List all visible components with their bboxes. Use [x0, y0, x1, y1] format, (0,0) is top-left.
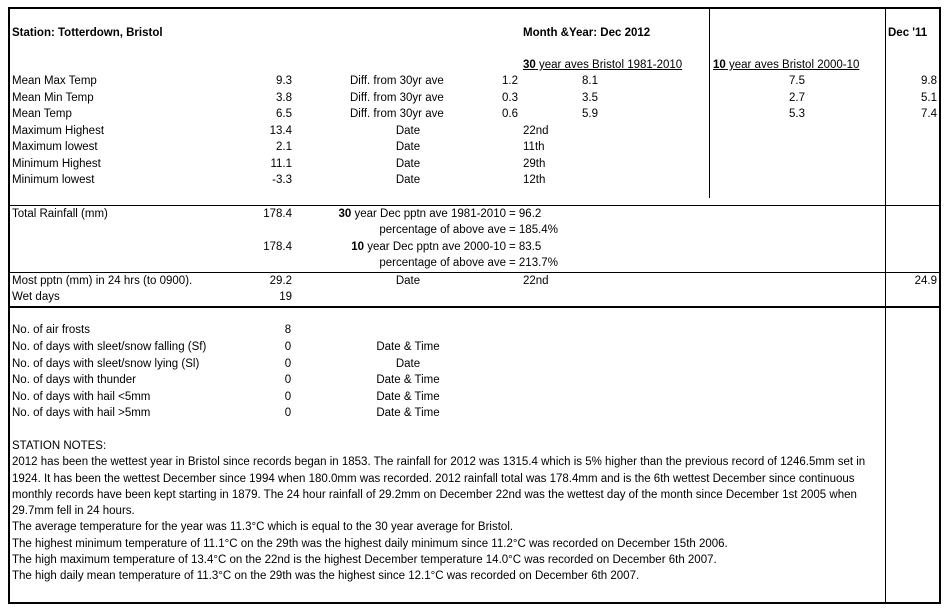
diff-label: Diff. from 30yr ave: [350, 92, 444, 104]
station-notes: [12, 438, 884, 585]
days-info: Date & Time: [376, 374, 440, 386]
days-value: 0: [284, 407, 292, 419]
days-value: 0: [284, 374, 292, 386]
ave30-header: 30 year aves Bristol 1981-2010: [523, 59, 683, 71]
diff-value: 0.3: [502, 92, 518, 104]
most-pptn-prev: 24.9: [914, 275, 937, 287]
divider-10yr-column: [709, 9, 710, 198]
wet-days-value: 19: [279, 291, 292, 303]
days-label: No. of days with hail <5mm: [12, 391, 151, 403]
extreme-value: -3.3: [272, 174, 292, 186]
extreme-date: 12th: [523, 174, 546, 186]
rain-pct10-value: = 213.7%: [509, 257, 558, 269]
rain-ave30-label: 30 year Dec pptn ave 1981-2010: [338, 208, 506, 220]
days-info: Date & Time: [376, 407, 440, 419]
extreme-label: Maximum lowest: [12, 141, 98, 153]
date-label: Date: [395, 158, 421, 170]
days-value: 0: [284, 358, 292, 370]
extreme-date: 29th: [523, 158, 546, 170]
ave30-value: 3.5: [582, 92, 598, 104]
extreme-label: Minimum Highest: [12, 158, 101, 170]
extreme-value: 2.1: [276, 141, 292, 153]
month-year-title: Month &Year: Dec 2012: [523, 27, 651, 39]
rain-ave30-value: = 96.2: [509, 208, 542, 220]
rain-pct30-label: percentage of above ave: [379, 224, 506, 236]
ave10-value: 7.5: [789, 75, 805, 87]
notes-paragraph: The average temperature for the year was 11.3°C which is equal to the 30 year average for Bristol.: [12, 521, 514, 534]
border-top: [8, 7, 941, 9]
days-value: 8: [284, 324, 292, 336]
extreme-label: Maximum Highest: [12, 125, 105, 137]
days-value: 0: [284, 341, 292, 353]
extreme-date: 11th: [523, 141, 545, 153]
extreme-date: 22nd: [523, 125, 549, 137]
prev-year-title: Dec '11: [888, 27, 928, 39]
ave30-value: 8.1: [582, 75, 598, 87]
most-pptn-value: 29.2: [269, 275, 292, 287]
ave10-header: 10 year aves Bristol 2000-10: [713, 59, 860, 71]
wet-days-label: Wet days: [12, 291, 60, 303]
days-label: No. of days with thunder: [12, 374, 137, 386]
temp-value: 9.3: [276, 75, 292, 87]
days-label: No. of days with sleet/snow lying (Sl): [12, 358, 200, 370]
extreme-value: 11.1: [270, 158, 292, 170]
rainfall-value: 178.4: [263, 208, 292, 220]
most-pptn-date: 22nd: [523, 275, 549, 287]
ave10-value: 2.7: [789, 92, 805, 104]
temp-label: Mean Max Temp: [12, 75, 97, 87]
border-bottom: [8, 602, 941, 604]
divider-rain-most: [8, 272, 941, 273]
days-value: 0: [284, 391, 292, 403]
days-info: Date & Time: [376, 341, 440, 353]
days-info: Date: [395, 358, 421, 370]
date-label: Date: [395, 141, 421, 153]
days-label: No. of days with sleet/snow falling (Sf): [12, 341, 207, 353]
temp-value: 3.8: [276, 92, 292, 104]
prev-year-value: 7.4: [921, 108, 937, 120]
notes-paragraph: The highest minimum temperature of 11.1°C on the 29th was the highest daily minimum since 11.2°C was recorded on December 15th 2006.: [12, 537, 728, 550]
notes-paragraph: The high maximum temperature of 13.4°C on the 22nd is the highest December temperature 14.0°C was recorded on December 6th 2007.: [12, 554, 717, 567]
extreme-label: Minimum lowest: [12, 174, 95, 186]
rain-ave10-value: = 83.5: [509, 241, 542, 253]
notes-paragraph: The high daily mean temperature of 11.3°C on the 29th was the highest since 12.1°C was recorded on December 6th 2007.: [12, 570, 640, 583]
days-label: No. of days with hail >5mm: [12, 407, 151, 419]
extreme-value: 13.4: [269, 125, 292, 137]
divider-temps-rain: [8, 205, 941, 206]
rain-ave10-label: 10 year Dec pptn ave 2000-10: [351, 241, 506, 253]
date-label: Date: [395, 275, 421, 287]
ave30-value: 5.9: [582, 108, 598, 120]
rain-pct30-value: = 185.4%: [509, 224, 558, 236]
notes-title: STATION NOTES:: [12, 440, 107, 452]
divider-most-days: [8, 306, 941, 308]
prev-year-value: 5.1: [921, 92, 937, 104]
rainfall-label: Total Rainfall (mm): [12, 208, 108, 220]
rainfall-value-2: 178.4: [263, 241, 292, 253]
days-info: Date & Time: [376, 391, 440, 403]
temp-label: Mean Temp: [12, 108, 72, 120]
station-title: Station: Totterdown, Bristol: [12, 27, 163, 39]
days-label: No. of air frosts: [12, 324, 90, 336]
diff-label: Diff. from 30yr ave: [350, 75, 444, 87]
temp-value: 6.5: [276, 108, 292, 120]
rain-pct10-label: percentage of above ave: [379, 257, 506, 269]
ave10-value: 5.3: [789, 108, 805, 120]
prev-year-value: 9.8: [921, 75, 937, 87]
date-label: Date: [395, 125, 421, 137]
date-label: Date: [395, 174, 421, 186]
diff-value: 1.2: [502, 75, 518, 87]
diff-value: 0.6: [502, 108, 518, 120]
notes-paragraph: 2012 has been the wettest year in Bristol since records began in 1853. The rainfall for 2012 was 1315.4 which is 5% higher than the previous record of 1246.5mm set in 1924. It has been the wettest December since 1994 when 180.0mm was recorded. 2012 rainfall total was 178.4mm and is the 6th wettest December since continuous monthly records have been kept starting in 1879. The 24 hour rainfall of 29.2mm on December 22nd was the wettest day of the month since December 1st 2005 when 29.7mm fell in 24 hours.: [12, 456, 866, 518]
temp-label: Mean Min Temp: [12, 92, 94, 104]
most-pptn-label: Most pptn (mm) in 24 hrs (to 0900).: [12, 275, 193, 287]
diff-label: Diff. from 30yr ave: [350, 108, 444, 120]
